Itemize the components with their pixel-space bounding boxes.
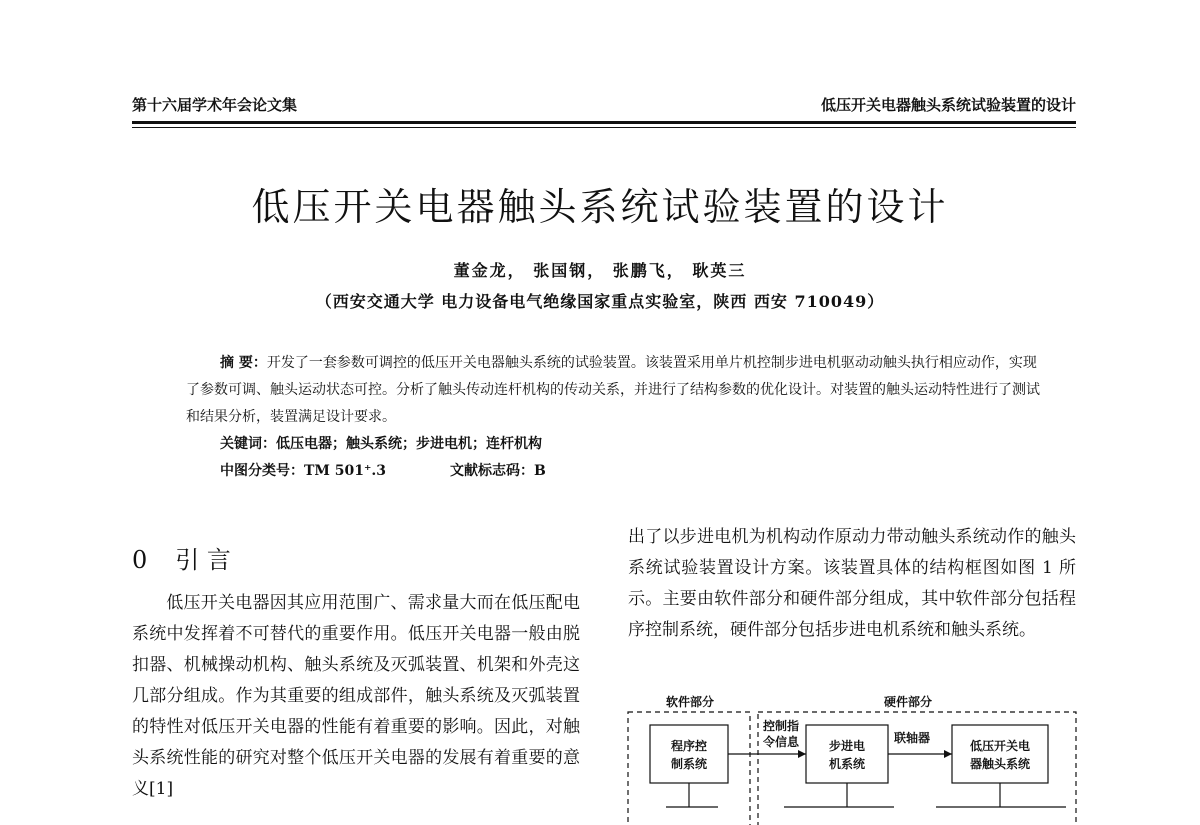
hardware-label: 硬件部分 (884, 695, 933, 709)
signal-line2: 令信息 (763, 735, 800, 749)
keywords-value: 低压电器；触头系统；步进电机；连杆机构 (276, 436, 542, 452)
box3-line2: 器触头系统 (969, 757, 1031, 771)
abstract-paragraph (186, 350, 1046, 431)
classification-line (186, 458, 1046, 485)
section-heading (132, 540, 231, 575)
right-column-text: 出了以步进电机为机构动作原动力带动触头系统动作的触头系统试验装置设计方案。该装置具体的结构框图如图 1 所示。主要由软件部分和硬件部分组成，其中软件部分包括程序控制系统，硬件部分包括步进电机系统和触头系统。 (628, 527, 1076, 640)
intro-paragraph: 低压开关电器因其应用范围广、需求量大而在低压配电系统中发挥着不可替代的重要作用。低压开关电器一般由脱扣器、机械操动机构、触头系统及灭弧装置、机架和外壳这几部分组成。作为其重要的组成部件，触头系统及灭弧装置的特性对低压开关电器的性能有着重要的影响。因此，对触头系统性能的研究对整个低压开关电器的发展有着重要的意义[1] (132, 593, 580, 799)
running-header-left: 第十六届学术年会论文集 (132, 96, 298, 114)
header-rule-thick (132, 121, 1076, 124)
doc-code-value: B (534, 463, 546, 479)
section-title: 引 言 (175, 546, 231, 574)
box2-line2: 机系统 (828, 757, 866, 771)
stepper-motor-box (806, 725, 888, 783)
affiliation: （西安交通大学 电力设备电气绝缘国家重点实验室，陕西 西安 710049） (315, 292, 885, 311)
clc-label: 中图分类号： (220, 463, 304, 479)
clc-value: TM 501⁺.3 (304, 463, 387, 479)
header-rule-thin (132, 127, 1076, 128)
figure-1-block-diagram (626, 692, 1082, 825)
keywords-label: 关键词： (220, 436, 276, 452)
author-list: 董金龙， 张国钢， 张鹏飞， 耿英三 (453, 261, 747, 280)
paper-title: 低压开关电器触头系统试验装置的设计 (251, 185, 949, 229)
section-number: 0 (132, 546, 148, 574)
box1-line2: 制系统 (670, 757, 708, 771)
abstract-label: 摘 要： (220, 355, 267, 371)
left-column-text (132, 588, 580, 805)
abstract-block (186, 350, 1046, 485)
keywords-line (186, 431, 1046, 458)
doc-code-label: 文献标志码： (450, 463, 535, 479)
running-header-right: 低压开关电器触头系统试验装置的设计 (820, 96, 1076, 114)
contact-system-box (952, 725, 1048, 783)
box1-line1: 程序控 (670, 739, 708, 753)
box3-line1: 低压开关电 (969, 739, 1031, 753)
abstract-text: 开发了一套参数可调控的低压开关电器触头系统的试验装置。该装置采用单片机控制步进电机驱动动触头执行相应动作，实现了参数可调、触头运动状态可控。分析了触头传动连杆机构的传动关系，并进行了结构参数的优化设计。对装置的触头运动特性进行了测试和结果分析，装置满足设计要求。 (186, 355, 1040, 425)
signal-line1: 控制指 (763, 719, 800, 733)
box2-line1: 步进电 (828, 739, 866, 753)
coupling-label: 联轴器 (894, 731, 931, 745)
software-label: 软件部分 (666, 695, 715, 709)
program-control-box (650, 725, 728, 783)
